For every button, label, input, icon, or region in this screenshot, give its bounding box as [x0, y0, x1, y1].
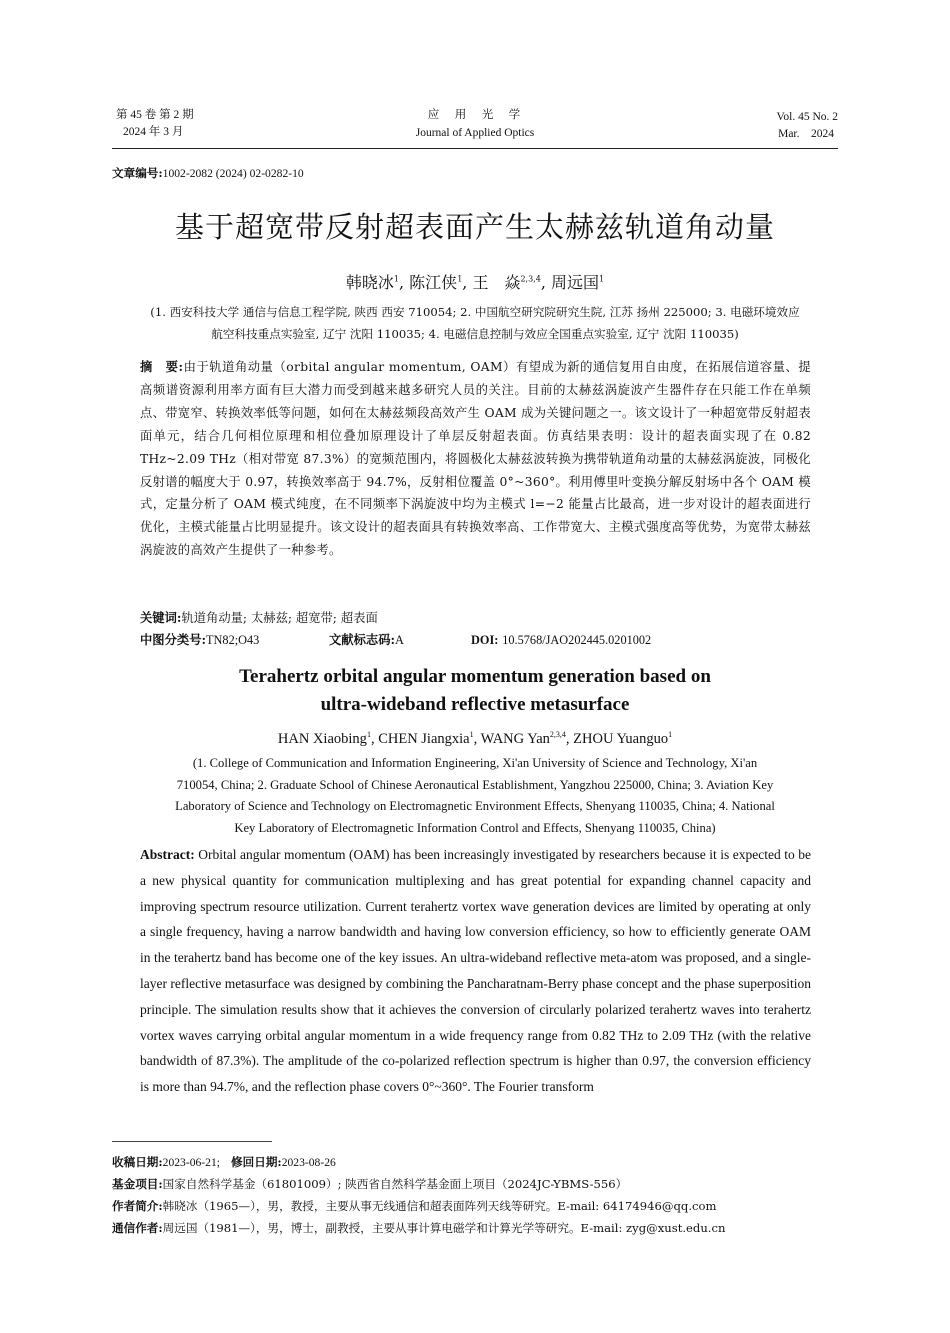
cn-author: 陈江侠 — [409, 273, 458, 292]
en-affiliation-line: Laboratory of Science and Technology on Electromagnetic Environment Effects, Shenyang 110035, China; 4. National — [175, 799, 775, 813]
received-value: 2023-06-21; — [162, 1156, 220, 1169]
en-author-sup: 2,3,4 — [549, 730, 566, 740]
clc-label: 中图分类号: — [140, 632, 207, 647]
header-date-en: Mar. 2024 — [778, 128, 834, 140]
article-number-label: 文章编号: — [112, 166, 163, 180]
cn-author-sup: 1 — [457, 274, 463, 284]
en-author-sup: 1 — [469, 730, 474, 740]
cn-keywords-label: 关键词: — [140, 610, 182, 625]
received-label: 收稿日期: — [112, 1155, 163, 1169]
cn-abstract — [140, 356, 811, 562]
en-author-sup: 1 — [366, 730, 371, 740]
header-volume-cn: 第 45 卷 第 2 期 — [116, 109, 194, 121]
doi-value: 10.5768/JAO202445.0201002 — [502, 633, 652, 647]
en-author: WANG Yan — [480, 731, 550, 747]
header-journal-cn: 应 用 光 学 — [427, 109, 523, 121]
clc-number — [140, 630, 259, 650]
cn-affiliation-line: 航空科技重点实验室, 辽宁 沈阳 110035; 4. 电磁信息控制与效应全国重点实验室, 辽宁 沈阳 110035) — [211, 327, 739, 341]
en-authors — [150, 731, 800, 748]
cn-author-sup: 2,3,4 — [520, 274, 541, 284]
cn-abstract-text: 由于轨道角动量（orbital angular momentum, OAM）有望成为新的通信复用自由度，在拓展信道容量、提高频谱资源利用率方面有巨大潜力而受到越来越多研究人员的关注。目前的太赫兹涡旋波产生器件存在只能工作在单频点、带宽窄、转换效率低等问题，如何在太赫兹频段高效产生 OAM 成为关键问题之一。该文设计了一种超宽带反射超表面单元，结合几何相位原理和相位叠加原理设计了单层反射超表面。仿真结果表明：设计的超表面实现了在 0.82 THz~2.09 THz（相对带宽 87.3%）的宽频范围内，将圆极化太赫兹波转换为携带轨道角动量的太赫兹涡旋波，同极化反射谱的幅度大于 0.97，转换效率高于 94.7%，反射相位覆盖 0°~360°。利用傅里叶变换分解反射场中各个 OAM 模式，定量分析了 OAM 模式纯度，在不同频率下涡旋波中均为主模式 l=−2 能量占比最高，进一步对设计的超表面进行优化，主模式能量占比明显提升。该文设计的超表面具有转换效率高、工作带宽大、主模式强度高等优势，为宽带太赫兹涡旋波的高效产生提供了一种参考。 — [140, 360, 811, 558]
header-journal-en: Journal of Applied Optics — [415, 127, 535, 139]
doc-code — [329, 630, 404, 650]
en-title-line: Terahertz orbital angular momentum generation based on — [239, 666, 711, 687]
en-affiliation-line: Key Laboratory of Electromagnetic Information Control and Effects, Shenyang 110035, China) — [234, 821, 716, 835]
cn-author-sep: , — [399, 273, 410, 292]
cn-author: 周远国 — [551, 273, 600, 292]
author-bio-label: 作者简介: — [112, 1199, 163, 1213]
en-author-sup: 1 — [668, 730, 673, 740]
cn-title: 基于超宽带反射超表面产生太赫兹轨道角动量 — [174, 210, 775, 244]
corresponding-value: 周远国（1981—），男，博士，副教授，主要从事计算电磁学和计算光学等研究。E-mail: zyg@xust.edu.cn — [162, 1221, 726, 1235]
author-bio-value: 韩晓冰（1965—），男，教授，主要从事无线通信和超表面阵列天线等研究。E-mail: 64174946@qq.com — [162, 1199, 717, 1213]
cn-author-sep: , — [462, 273, 473, 292]
en-author: HAN Xiaobing — [277, 731, 367, 747]
doc-code-value: A — [395, 633, 404, 647]
cn-keywords-text: 轨道角动量; 太赫兹; 超宽带; 超表面 — [181, 611, 378, 625]
footnote-author — [112, 1195, 838, 1217]
clc-value: TN82;O43 — [206, 633, 260, 647]
header-volume-en: Vol. 45 No. 2 — [776, 111, 838, 123]
revised-value: 2023-08-26 — [281, 1156, 336, 1169]
header-rule — [112, 148, 838, 149]
footnote-corresponding — [112, 1217, 838, 1239]
doc-code-label: 文献标志码: — [329, 632, 396, 647]
en-affiliation-line: 710054, China; 2. Graduate School of Chinese Aeronautical Establishment, Yangzhou 225000, China; 3. Aviation Key — [176, 778, 774, 792]
en-author: CHEN Jiangxia — [378, 731, 470, 747]
footnote-rule — [112, 1141, 272, 1142]
revised-label: 修回日期: — [231, 1155, 282, 1169]
footnote-fund — [112, 1173, 838, 1195]
article-number-value: 1002-2082 (2024) 02-0282-10 — [162, 167, 304, 180]
corresponding-label: 通信作者: — [112, 1221, 163, 1235]
en-author-sep: , — [473, 731, 481, 747]
en-author-sep: , — [565, 731, 574, 747]
fund-value: 国家自然科学基金（61801009）; 陕西省自然科学基金面上项目（2024JC-YBMS-556） — [162, 1177, 628, 1191]
cn-author-sup: 1 — [599, 274, 605, 284]
en-author-sep: , — [370, 731, 379, 747]
header-date-cn: 2024 年 3 月 — [123, 126, 184, 138]
cn-author: 王 焱 — [472, 273, 521, 292]
doi-label: DOI: — [471, 633, 499, 647]
cn-affiliation-line: (1. 西安科技大学 通信与信息工程学院, 陕西 西安 710054; 2. 中国航空研究院研究生院, 江苏 扬州 225000; 3. 电磁环境效应 — [150, 305, 800, 319]
cn-authors — [200, 270, 750, 293]
doi — [471, 630, 651, 650]
cn-author: 韩晓冰 — [345, 273, 394, 292]
en-title-line: ultra-wideband reflective metasurface — [320, 694, 630, 715]
en-abstract-text: Orbital angular momentum (OAM) has been increasingly investigated by researchers because it is expected to be a new physical quantity for communication multiplexing and has great potential for expanding channel capacity and improving spectrum resource utilization. Current terahertz vortex wave generation devices are limited by operating at only a single frequency, having a narrow bandwidth and having low conversion efficiency, so how to efficiently generate OAM in the terahertz band has become one of the key issues. An ultra-wideband reflective meta-atom was proposed, and a single-layer reflective metasurface was designed by combining the Pancharatnam-Berry phase concept and the phase superposition principle. The simulation results show that it achieves the conversion of circularly polarized terahertz waves into terahertz vortex waves carrying orbital angular momentum in a wide frequency range from 0.82 THz to 2.09 THz (with the relative bandwidth of 87.3%). The amplitude of the co-polarized reflection spectrum is higher than 0.97, the conversion efficiency is more than 94.7%, and the reflection phase covers 0°~360°. The Fourier transform — [140, 847, 811, 1095]
fund-label: 基金项目: — [112, 1177, 163, 1191]
en-affiliation-line: (1. College of Communication and Information Engineering, Xi'an University of Science and Technology, Xi'an — [192, 756, 758, 770]
article-number — [112, 165, 304, 181]
en-abstract-label: Abstract: — [140, 847, 195, 862]
cn-keywords — [140, 608, 811, 628]
footnote-dates — [112, 1151, 838, 1174]
en-author: ZHOU Yuanguo — [573, 731, 669, 747]
cn-abstract-label: 摘 要: — [140, 359, 184, 374]
cn-author-sup: 1 — [393, 274, 399, 284]
cn-author-sep: , — [540, 273, 551, 292]
en-abstract — [140, 842, 811, 1100]
